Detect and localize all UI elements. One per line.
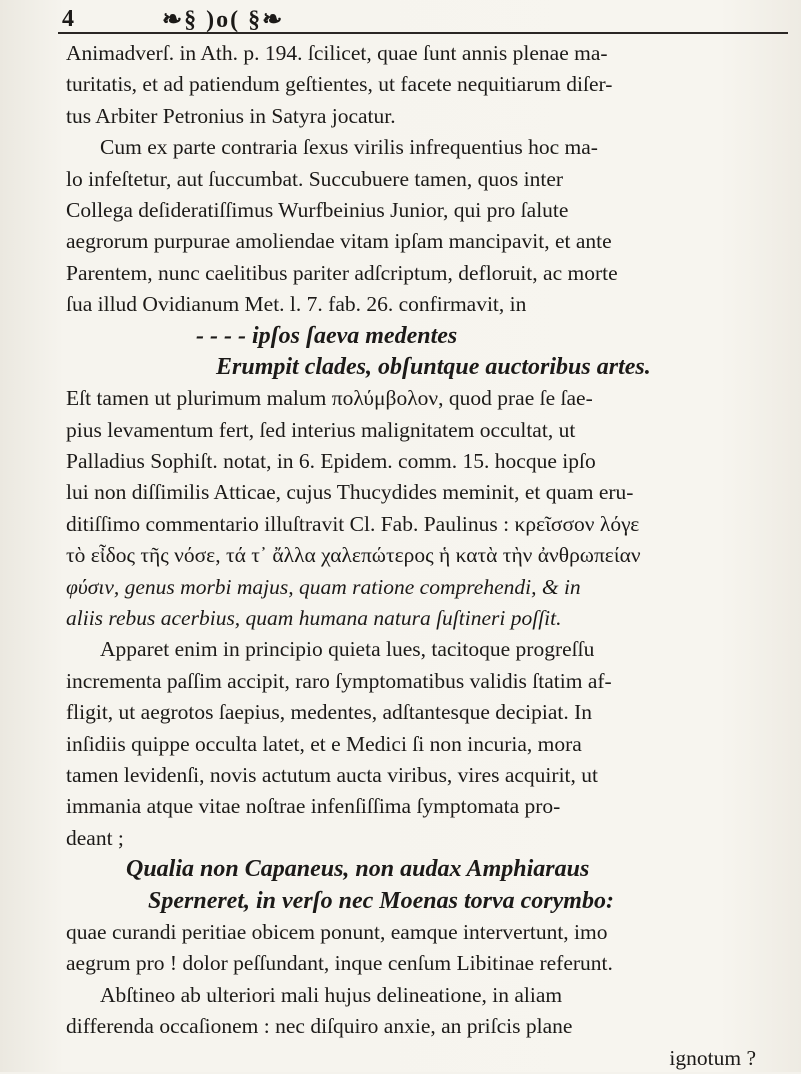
text-line: ſua illud Ovidianum Met. l. 7. fab. 26. confirmavit, in [66,292,527,317]
verse-line: Qualia non Capaneus, non audax Amphiaraus [126,856,590,883]
text-line: tamen levidenſi, novis actutum aucta viribus, vires acquirit, ut [66,762,598,787]
text-line: aegrorum purpurae amoliendae vitam ipſam mancipavit, et ante [66,229,612,254]
text-line: τὸ εἶδος τῆς νόσε, τά τ᾽ ἄλλα χαλεπώτερος ἡ κατὰ τὴν ἀνθρωπείαν [66,543,641,568]
text-line: inſidiis quippe occulta latet, et e Medici ſi non incuria, mora [66,731,582,756]
text-line: φύσιν, genus morbi majus, quam ratione comprehendi, & in [66,574,581,599]
page-number: 4 [62,5,74,32]
text-line: tus Arbiter Petronius in Satyra jocatur. [66,103,396,128]
page-header [62,6,782,32]
text-line: Collega deſideratiſſimus Wurfbeinius Junior, qui pro ſalute [66,197,569,222]
header-ornament: ❧§ )o( §❧ [162,6,285,33]
header-rule [58,32,788,34]
verse-line: - - - - ipſos ſaeva medentes [196,322,458,349]
text-line: fligit, ut aegrotos ſaepius, medentes, adſtantesque decipiat. In [66,700,592,725]
text-line: aliis rebus acerbius, quam humana natura ſuſtineri poſſit. [66,606,562,631]
text-line: differenda occaſionem : nec diſquiro anxie, an priſcis plane [66,1014,573,1039]
text-line: Palladius Sophiſt. notat, in 6. Epidem. comm. 15. hocque ipſo [66,449,596,474]
text-line: turitatis, et ad patiendum geſtientes, ut facete nequitiarum diſer- [66,72,613,97]
verse-line: Sperneret, in verſo nec Moenas torva corymbo: [148,887,614,914]
text-line: lo infeſtetur, aut ſuccumbat. Succubuere tamen, quos inter [66,166,564,191]
text-line: Eſt tamen ut plurimum malum πολύμβολον, quod prae ſe ſae- [66,386,593,411]
text-line: deant ; [66,825,124,850]
verse-line: Erumpit clades, obſuntque auctoribus artes. [216,353,651,380]
text-line: pius levamentum fert, ſed interius malignitatem occultat, ut [66,417,576,442]
text-line: Cum ex parte contraria ſexus virilis infrequentius hoc ma- [100,135,598,160]
text-line: quae curandi peritiae obicem ponunt, eamque intervertunt, imo [66,919,608,944]
text-line: lui non diſſimilis Atticae, cujus Thucydides meminit, et quam eru- [66,480,634,505]
text-line: ditiſſimo commentario illuſtravit Cl. Fab. Paulinus : κρεῖσσον λόγε [66,511,640,536]
text-line: Animadverſ. in Ath. p. 194. ſcilicet, quae ſunt annis plenae ma- [66,41,608,65]
text-line: immania atque vitae noſtrae infenſiſſima ſymptomata pro- [66,794,561,819]
text-line: incrementa paſſim accipit, raro ſymptomatibus validis ſtatim af- [66,668,612,693]
text-line: aegrum pro ! dolor peſſundant, inque cenſum Libitinae referunt. [66,951,613,976]
text-line: Parentem, nunc caelitibus pariter adſcriptum, defloruit, ac morte [66,260,618,285]
text-line: Apparet enim in principio quieta lues, tacitoque progreſſu [100,637,595,662]
text-line: Abſtineo ab ulteriori mali hujus delineatione, in aliam [100,982,563,1007]
text-line: ignotum ? [669,1045,756,1070]
body-text [66,38,786,1074]
